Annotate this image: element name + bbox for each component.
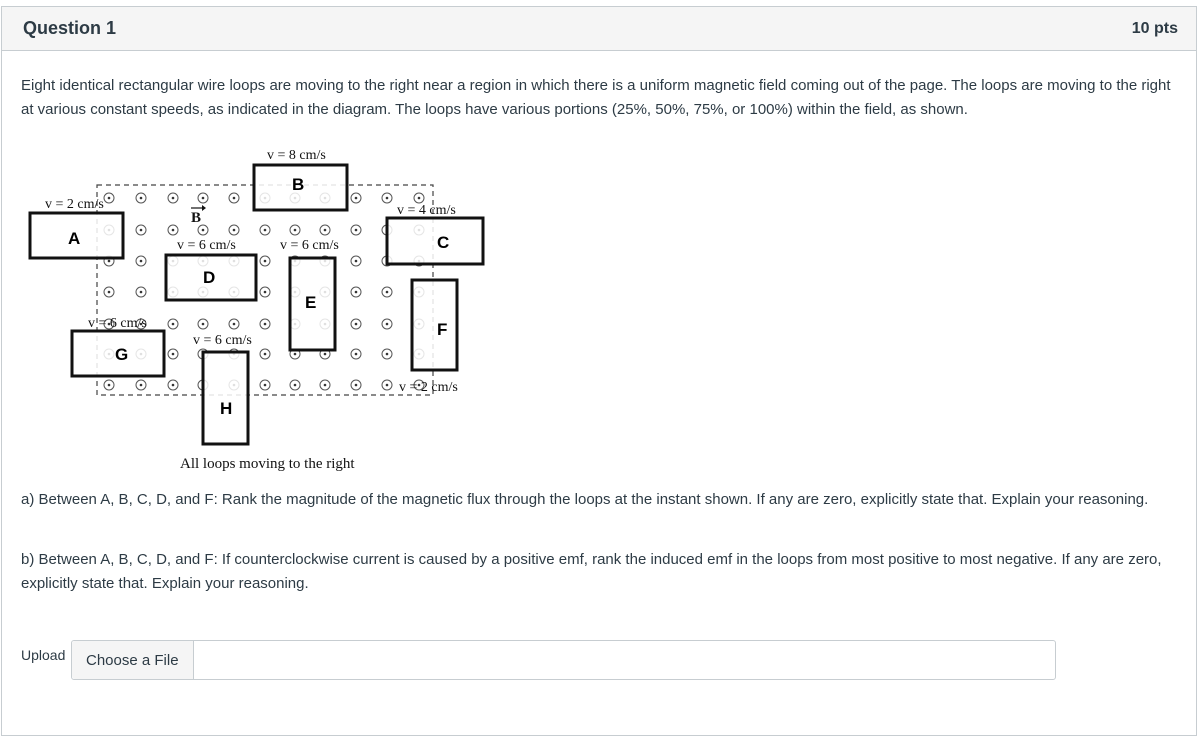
field-dot-center-icon — [355, 323, 358, 326]
diagram-caption: All loops moving to the right — [180, 456, 355, 472]
field-dot-center-icon — [202, 323, 205, 326]
loop-e-speed: v = 6 cm/s — [280, 238, 339, 253]
loop-g-label: G — [115, 345, 129, 364]
loop-c-speed: v = 4 cm/s — [397, 203, 456, 218]
field-dot-center-icon — [172, 197, 175, 200]
field-dot-center-icon — [172, 353, 175, 356]
field-dot-center-icon — [233, 229, 236, 232]
loop-f — [412, 280, 457, 370]
choose-file-button[interactable]: Choose a File — [72, 641, 194, 679]
field-dot-center-icon — [108, 260, 111, 263]
field-dot-center-icon — [140, 197, 143, 200]
loop-h-label: H — [220, 399, 233, 418]
loop-h — [203, 352, 248, 444]
field-dot-center-icon — [264, 323, 267, 326]
field-dot-center-icon — [172, 229, 175, 232]
field-dot-center-icon — [108, 384, 111, 387]
field-dot-center-icon — [172, 323, 175, 326]
part-b-text: b) Between A, B, C, D, and F: If counterclockwise current is caused by a positive emf, rank the induced emf in the loops from most positive to most negative. If any are zero, explicitly state that. Explain your reasoning. — [21, 551, 1162, 592]
loop-h-speed: v = 6 cm/s — [193, 333, 252, 348]
field-dot-center-icon — [324, 384, 327, 387]
loop-a-speed: v = 2 cm/s — [45, 197, 104, 212]
loop-b-label: B — [292, 175, 305, 194]
field-dot-center-icon — [140, 229, 143, 232]
field-dot-center-icon — [294, 384, 297, 387]
field-dot-center-icon — [140, 260, 143, 263]
loop-d-speed: v = 6 cm/s — [177, 238, 236, 253]
field-dot-center-icon — [355, 353, 358, 356]
loop-d-label: D — [203, 268, 216, 287]
field-dot-center-icon — [386, 353, 389, 356]
field-dot-center-icon — [264, 260, 267, 263]
upload-label: Upload — [21, 647, 66, 663]
loop-g-speed: v = 6 cm/s — [88, 316, 147, 331]
field-dot-center-icon — [355, 384, 358, 387]
loop-f-speed: v = 2 cm/s — [399, 380, 458, 395]
loop-a-label: A — [68, 229, 81, 248]
field-dot-center-icon — [386, 291, 389, 294]
field-dot-center-icon — [294, 353, 297, 356]
field-dot-center-icon — [140, 384, 143, 387]
field-dot-center-icon — [264, 229, 267, 232]
loop-e-label: E — [305, 293, 317, 312]
field-dot-center-icon — [172, 384, 175, 387]
field-dot-center-icon — [355, 197, 358, 200]
field-dot-center-icon — [386, 197, 389, 200]
question-title: Question 1 — [23, 18, 117, 38]
loop-c — [387, 218, 483, 264]
field-dot-center-icon — [264, 384, 267, 387]
field-dot-center-icon — [355, 229, 358, 232]
loop-b-speed: v = 8 cm/s — [267, 148, 326, 163]
question-text: Eight identical rectangular wire loops are moving to the right near a region in which there is a uniform magnetic field coming out of the page. The loops are moving to the right at various constant speeds, as indicated in the diagram. The loops have various portions (25%, 50%, 75%, or 100%) within the field, as shown. — [21, 77, 1171, 118]
field-dot-center-icon — [202, 229, 205, 232]
field-dot-center-icon — [233, 197, 236, 200]
field-dot-center-icon — [386, 323, 389, 326]
field-dot-center-icon — [233, 323, 236, 326]
loop-c-label: C — [437, 233, 450, 252]
field-dot-center-icon — [324, 353, 327, 356]
field-dot-center-icon — [355, 291, 358, 294]
field-vector-arrowhead-icon — [202, 205, 206, 211]
field-dot-center-icon — [418, 197, 421, 200]
field-label: B — [191, 210, 202, 226]
field-dot-center-icon — [202, 197, 205, 200]
question-header — [2, 7, 1196, 51]
field-dot-center-icon — [294, 229, 297, 232]
field-dot-center-icon — [386, 384, 389, 387]
field-dot-center-icon — [355, 260, 358, 263]
loop-f-label: F — [437, 320, 448, 339]
field-dot-center-icon — [108, 197, 111, 200]
part-a-text: a) Between A, B, C, D, and F: Rank the magnitude of the magnetic flux through the loops at the instant shown. If any are zero, explicitly state that. Explain your reasoning. — [21, 491, 1149, 508]
field-dot-center-icon — [140, 291, 143, 294]
field-dot-center-icon — [264, 353, 267, 356]
file-upload-field[interactable] — [71, 640, 1056, 680]
field-dot-center-icon — [324, 229, 327, 232]
question-points: 10 pts — [1131, 19, 1178, 37]
field-dot-center-icon — [264, 291, 267, 294]
field-dot-center-icon — [108, 291, 111, 294]
magnetic-field-diagram — [25, 140, 485, 480]
